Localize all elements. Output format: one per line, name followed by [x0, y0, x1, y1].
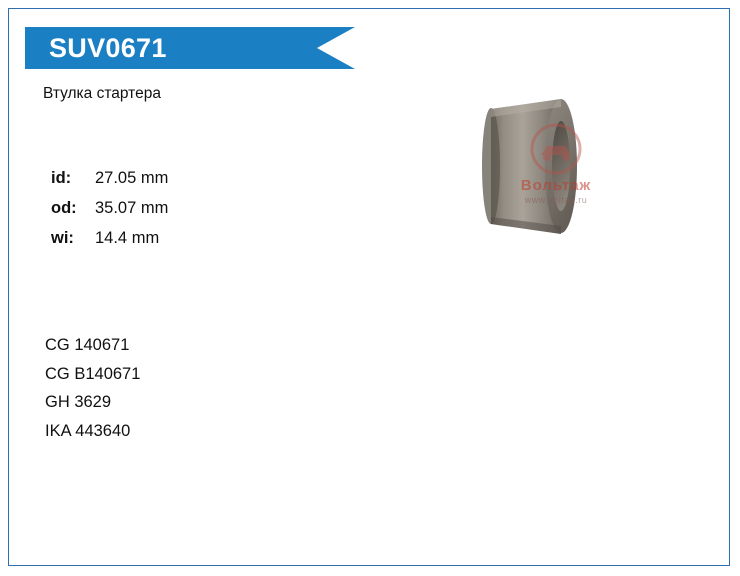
spec-row — [51, 199, 168, 229]
list-item: GH 3629 — [45, 393, 112, 411]
spec-table — [51, 169, 168, 259]
list-item: IKA 443640 — [45, 421, 131, 440]
product-subtitle: Втулка стартера — [43, 85, 161, 102]
spec-row — [51, 169, 168, 199]
list-item: CG 140671 — [45, 336, 130, 354]
list-item: CG B140671 — [45, 364, 141, 383]
page-title: SUV0671 — [49, 33, 167, 63]
cross-reference-list — [45, 331, 140, 445]
spec-label-id: id: — [51, 169, 72, 187]
watermark-site: www.voltag.ru — [524, 195, 588, 205]
spec-row — [51, 229, 168, 259]
product-image — [461, 79, 651, 259]
product-card — [8, 8, 730, 566]
banner-arrow-tail — [317, 27, 355, 69]
spec-label-od: od: — [51, 199, 77, 217]
bushing-photo-icon — [461, 79, 651, 259]
spec-value-id: 27.05 mm — [95, 169, 169, 187]
spec-value-od: 35.07 mm — [95, 199, 169, 217]
spec-label-wi: wi: — [51, 229, 74, 247]
spec-value-wi: 14.4 mm — [95, 229, 160, 247]
title-banner — [25, 27, 355, 69]
watermark-brand: Вольтаж — [520, 177, 592, 194]
